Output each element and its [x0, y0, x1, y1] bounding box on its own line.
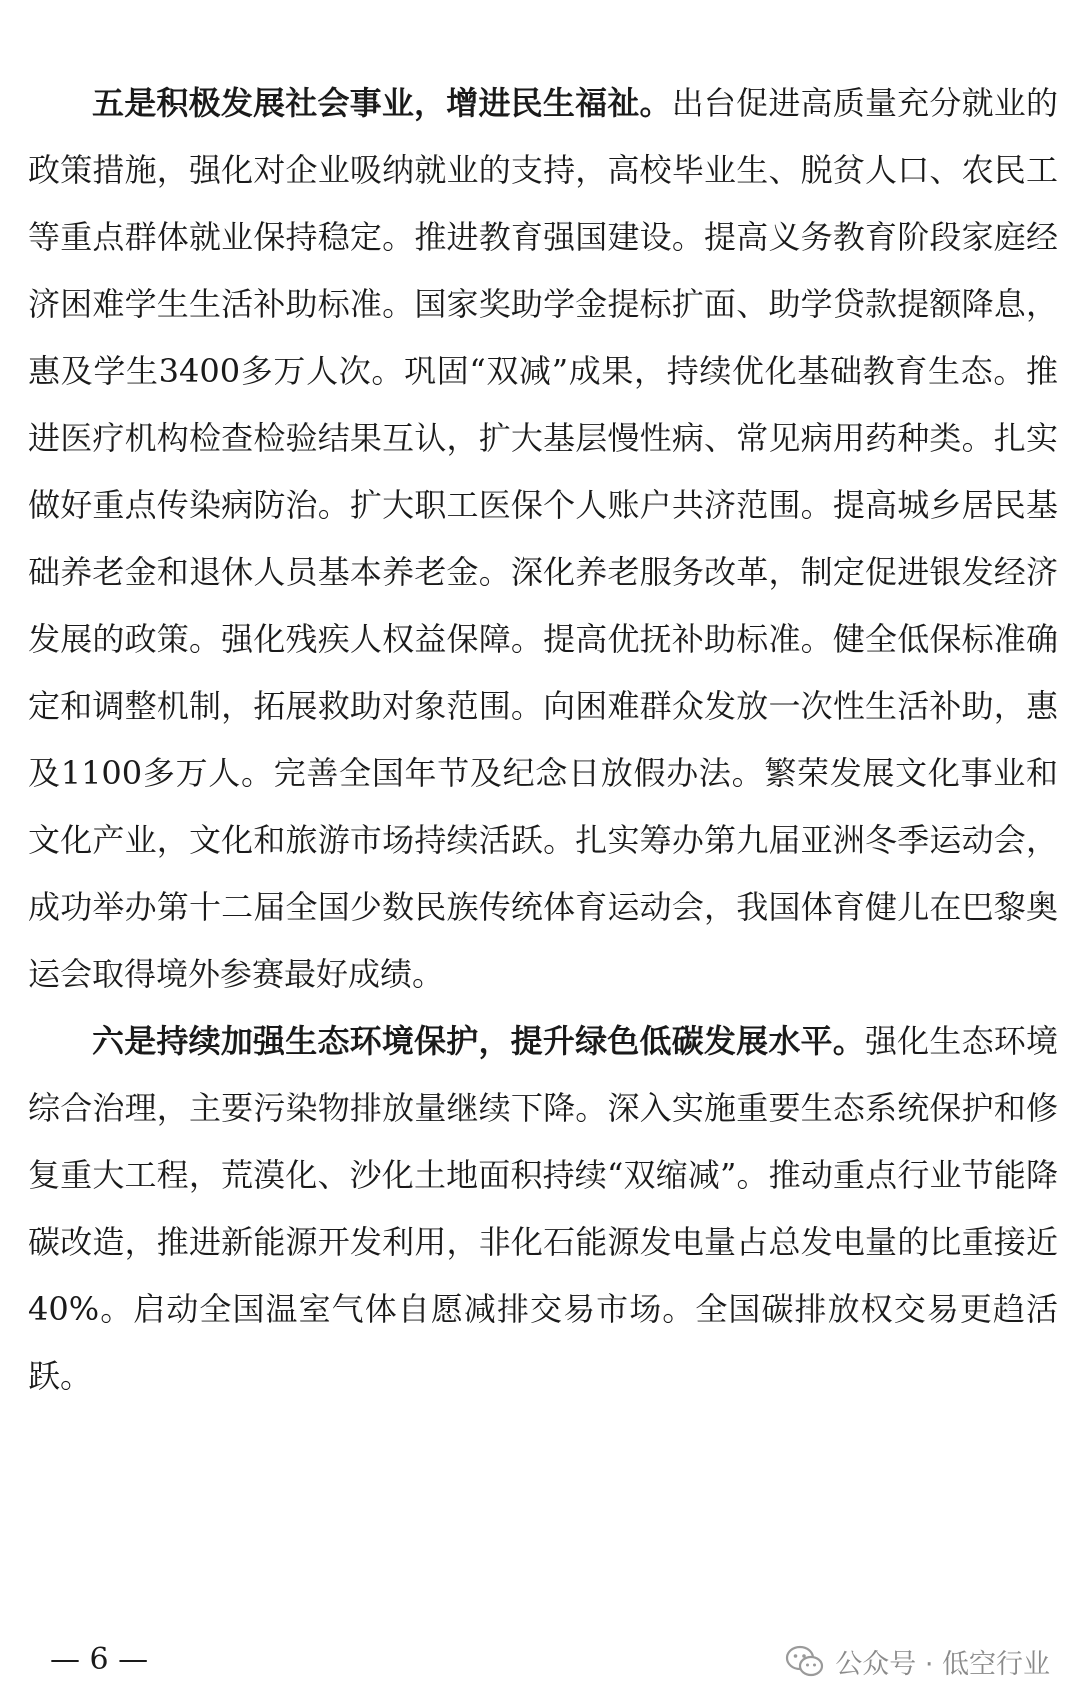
wechat-icon	[785, 1645, 825, 1679]
paragraph-lead: 六是持续加强生态环境保护，提升绿色低碳发展水平。	[92, 1022, 865, 1060]
paragraph-body: 强化生态环境综合治理，主要污染物排放量继续下降。深入实施重要生态系统保护和修复重大工程，荒漠化、沙化土地面积持续“双缩减”。推动重点行业节能降碳改造，推进新能源开发利用，非化石能源发电量占总发电量的比重接近40%。启动全国温室气体自愿减排交易市场。全国碳排放权交易更趋活跃。	[28, 1022, 1058, 1395]
paragraph-lead: 五是积极发展社会事业，增进民生福祉。	[92, 84, 672, 122]
document-page	[28, 70, 1058, 1410]
page-footer	[0, 1640, 1080, 1680]
paragraph-social-undertakings	[28, 70, 1058, 1008]
watermark	[785, 1642, 1050, 1681]
paragraph-body: 出台促进高质量充分就业的政策措施，强化对企业吸纳就业的支持，高校毕业生、脱贫人口、农民工等重点群体就业保持稳定。推进教育强国建设。提高义务教育阶段家庭经济困难学生生活补助标准。国家奖助学金提标扩面、助学贷款提额降息，惠及学生3400多万人次。巩固“双减”成果，持续优化基础教育生态。推进医疗机构检查检验结果互认，扩大基层慢性病、常见病用药种类。扎实做好重点传染病防治。扩大职工医保个人账户共济范围。提高城乡居民基础养老金和退休人员基本养老金。深化养老服务改革，制定促进银发经济发展的政策。强化残疾人权益保障。提高优抚补助标准。健全低保标准确定和调整机制，拓展救助对象范围。向困难群众发放一次性生活补助，惠及1100多万人。完善全国年节及纪念日放假办法。繁荣发展文化事业和文化产业，文化和旅游市场持续活跃。扎实筹办第九届亚洲冬季运动会，成功举办第十二届全国少数民族传统体育运动会，我国体育健儿在巴黎奥运会取得境外参赛最好成绩。	[28, 84, 1058, 993]
watermark-text: 公众号 · 低空行业	[835, 1649, 1050, 1680]
page-number: — 6 —	[50, 1642, 149, 1677]
paragraph-ecology	[28, 1008, 1058, 1410]
